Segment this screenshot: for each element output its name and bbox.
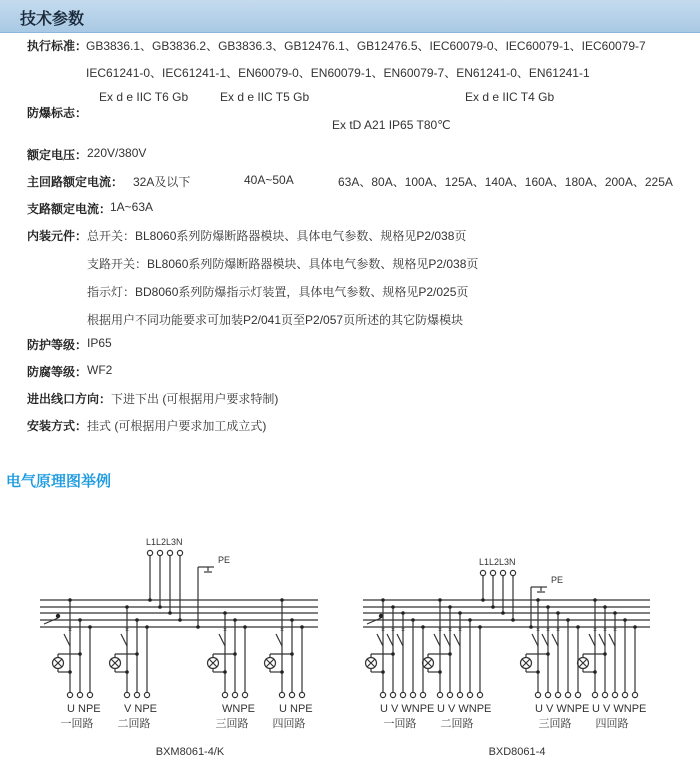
junction-dot (613, 611, 617, 615)
anticorrosion-label: 防腐等级： (27, 365, 88, 379)
section-title: 技术参数 (20, 11, 85, 28)
junction-dot (511, 618, 515, 622)
terminal-icon (457, 692, 462, 697)
switch-mark: × (280, 627, 285, 634)
terminal-icon (592, 692, 597, 697)
switch-mark: × (223, 627, 228, 634)
cable-value: 下进下出 (可根据用户要求特制) (111, 392, 279, 406)
cable-label: 进出线口方向： (27, 392, 112, 406)
branch-terminal-labels: U V WNPE (380, 703, 435, 715)
junction-dot (125, 670, 129, 674)
branch-terminal-labels: V NPE (124, 703, 158, 715)
junction-dot (603, 605, 607, 609)
junction-dot (546, 605, 550, 609)
terminal-icon (177, 550, 182, 555)
terminal-icon (400, 692, 405, 697)
junction-dot (478, 625, 482, 629)
terminal-icon (380, 692, 385, 697)
exmark-2: Ex d e IIC T5 Gb (220, 90, 310, 104)
junction-dot (438, 598, 442, 602)
switch-mark: × (448, 627, 453, 634)
junction-dot (135, 652, 139, 656)
junction-dot (391, 652, 395, 656)
terminal-icon (420, 692, 425, 697)
switch-blade (377, 634, 383, 646)
junction-dot (481, 598, 485, 602)
junction-dot (566, 618, 570, 622)
terminal-icon (555, 692, 560, 697)
voltage-label: 额定电压： (27, 148, 88, 162)
junction-dot (196, 625, 200, 629)
anticorrosion-value: WF2 (87, 363, 113, 377)
junction-dot (623, 618, 627, 622)
standards-label: 执行标准： (27, 39, 88, 53)
junction-dot (233, 618, 237, 622)
terminal-icon (535, 692, 540, 697)
terminal-icon (242, 692, 247, 697)
terminal-icon (67, 692, 72, 697)
terminal-icon (500, 570, 505, 575)
junction-dot (438, 670, 442, 674)
switch-blade (444, 634, 450, 646)
junction-dot (529, 625, 533, 629)
terminal-icon (565, 692, 570, 697)
diagram-section-title: 电气原理图举例 (6, 473, 112, 490)
junction-dot (536, 598, 540, 602)
junction-dot (468, 618, 472, 622)
switch-mark: × (546, 627, 551, 634)
switch-blade (64, 634, 70, 646)
switch-mark: × (603, 627, 608, 634)
switch-blade (454, 634, 460, 646)
terminal-icon (602, 692, 607, 697)
exmark-label: 防爆标志： (27, 106, 88, 120)
junction-dot (148, 598, 152, 602)
switch-mark: × (536, 627, 541, 634)
pe-label: PE (551, 575, 564, 585)
terminal-icon (87, 692, 92, 697)
junction-dot (536, 670, 540, 674)
terminal-icon (575, 692, 580, 697)
junction-dot (158, 605, 162, 609)
branch-terminal-labels: U V WNPE (592, 703, 647, 715)
terminal-icon (232, 692, 237, 697)
component-branch-switch: 支路开关：BL8060系列防爆断路器模块、具体电气参数、规格见P2/038页 (87, 257, 479, 271)
junction-dot (448, 652, 452, 656)
junction-dot (290, 652, 294, 656)
branch-terminal-labels: U V WNPE (437, 703, 492, 715)
branch-current-label: 支路额定电流： (27, 202, 112, 216)
junction-dot (290, 618, 294, 622)
terminal-icon (167, 550, 172, 555)
terminal-icon (299, 692, 304, 697)
junction-dot (135, 618, 139, 622)
exmark-1: Ex d e IIC T6 Gb (99, 90, 189, 104)
junction-dot (280, 670, 284, 674)
junction-dot (68, 598, 72, 602)
terminal-icon (545, 692, 550, 697)
switch-mark: × (613, 627, 618, 634)
terminal-icon (622, 692, 627, 697)
diagram-caption: BXM8061-4/K (155, 746, 225, 758)
terminal-icon (147, 550, 152, 555)
branch-name: 四回路 (272, 718, 306, 730)
junction-dot (243, 625, 247, 629)
junction-dot (576, 625, 580, 629)
components-label: 内装元件： (27, 229, 88, 243)
input-labels: L1L2L3N (479, 557, 516, 567)
junction-dot (223, 611, 227, 615)
terminal-icon (410, 692, 415, 697)
junction-dot (593, 598, 597, 602)
branch-terminal-labels: WNPE (222, 703, 255, 715)
branch-terminal-labels: U NPE (279, 703, 313, 715)
junction-dot (223, 670, 227, 674)
switch-blade (219, 634, 225, 646)
diagram-caption: BXD8061-4 (488, 746, 546, 758)
junction-dot (401, 611, 405, 615)
branch-name: 二回路 (117, 718, 151, 730)
junction-dot (458, 611, 462, 615)
terminal-icon (437, 692, 442, 697)
branch-name: 一回路 (383, 718, 417, 730)
junction-dot (501, 611, 505, 615)
terminal-icon (289, 692, 294, 697)
main-current-1: 32A及以下 (133, 175, 191, 189)
install-value: 挂式 (可根据用户要求加工成立式) (87, 419, 267, 433)
branch-terminal-labels: U NPE (67, 703, 101, 715)
terminal-icon (510, 570, 515, 575)
switch-knob-icon (56, 614, 60, 618)
switch-mark: × (401, 627, 406, 634)
switch-blade (542, 634, 548, 646)
component-main-switch: 总开关：BL8060系列防爆断路器模块、具体电气参数、规格见P2/038页 (87, 229, 467, 243)
branch-current-value: 1A~63A (110, 200, 154, 214)
junction-dot (88, 625, 92, 629)
switch-mark: × (125, 627, 130, 634)
junction-dot (421, 625, 425, 629)
junction-dot (381, 598, 385, 602)
branch-name: 二回路 (440, 718, 474, 730)
junction-dot (125, 605, 129, 609)
switch-mark: × (391, 627, 396, 634)
switch-blade (589, 634, 595, 646)
switch-blade (609, 634, 615, 646)
junction-dot (603, 652, 607, 656)
pe-label: PE (218, 555, 231, 565)
terminal-icon (477, 692, 482, 697)
terminal-icon (222, 692, 227, 697)
terminal-icon (144, 692, 149, 697)
switch-blade (276, 634, 282, 646)
junction-dot (546, 652, 550, 656)
switch-mark: × (381, 627, 386, 634)
terminal-icon (134, 692, 139, 697)
terminal-icon (157, 550, 162, 555)
terminal-icon (490, 570, 495, 575)
switch-mark: × (593, 627, 598, 634)
main-current-2: 40A~50A (244, 173, 294, 187)
standards-line1: GB3836.1、GB3836.2、GB3836.3、GB12476.1、GB12476.5、IEC60079-0、IEC60079-1、IEC60079-7 (86, 39, 646, 53)
standards-line2: IEC61241-0、IEC61241-1、EN60079-0、EN60079-1、EN60079-7、EN61241-0、EN61241-1 (86, 66, 590, 80)
terminal-icon (447, 692, 452, 697)
switch-mark: × (68, 627, 73, 634)
junction-dot (633, 625, 637, 629)
main-current-3: 63A、80A、100A、125A、140A、160A、180A、200A、225A (338, 175, 673, 189)
component-extra: 根据用户不同功能要求可加装P2/041页至P2/057页所述的其它防爆模块 (87, 313, 464, 327)
junction-dot (391, 605, 395, 609)
junction-dot (593, 670, 597, 674)
busbar-switch (44, 618, 58, 624)
switch-blade (552, 634, 558, 646)
junction-dot (381, 670, 385, 674)
input-labels: L1L2L3N (146, 537, 183, 547)
branch-name: 三回路 (538, 718, 572, 730)
junction-dot (280, 598, 284, 602)
busbar-switch (367, 618, 381, 624)
junction-dot (178, 618, 182, 622)
terminal-icon (77, 692, 82, 697)
terminal-icon (467, 692, 472, 697)
junction-dot (233, 652, 237, 656)
branch-name: 一回路 (60, 718, 94, 730)
switch-blade (397, 634, 403, 646)
terminal-icon (390, 692, 395, 697)
junction-dot (556, 611, 560, 615)
terminal-icon (279, 692, 284, 697)
terminal-icon (612, 692, 617, 697)
junction-dot (491, 605, 495, 609)
junction-dot (411, 618, 415, 622)
junction-dot (78, 618, 82, 622)
exmark-3: Ex d e IIC T4 Gb (465, 90, 555, 104)
switch-mark: × (438, 627, 443, 634)
branch-terminal-labels: U V WNPE (535, 703, 590, 715)
junction-dot (168, 611, 172, 615)
junction-dot (448, 605, 452, 609)
branch-name: 四回路 (595, 718, 629, 730)
branch-name: 三回路 (215, 718, 249, 730)
main-current-label: 主回路额定电流： (27, 175, 124, 189)
switch-blade (599, 634, 605, 646)
switch-mark: × (556, 627, 561, 634)
voltage-value: 220V/380V (87, 146, 147, 160)
junction-dot (68, 670, 72, 674)
junction-dot (300, 625, 304, 629)
protection-label: 防护等级： (27, 338, 88, 352)
switch-blade (532, 634, 538, 646)
junction-dot (78, 652, 82, 656)
install-label: 安装方式： (27, 419, 88, 433)
switch-blade (121, 634, 127, 646)
exmark-dust: Ex tD A21 IP65 T80℃ (332, 118, 451, 132)
protection-value: IP65 (87, 336, 112, 350)
terminal-icon (124, 692, 129, 697)
component-indicator: 指示灯：BD8060系列防爆指示灯装置，具体电气参数、规格见P2/025页 (87, 285, 469, 299)
switch-blade (387, 634, 393, 646)
junction-dot (145, 625, 149, 629)
switch-blade (434, 634, 440, 646)
terminal-icon (632, 692, 637, 697)
terminal-icon (480, 570, 485, 575)
switch-mark: × (458, 627, 463, 634)
